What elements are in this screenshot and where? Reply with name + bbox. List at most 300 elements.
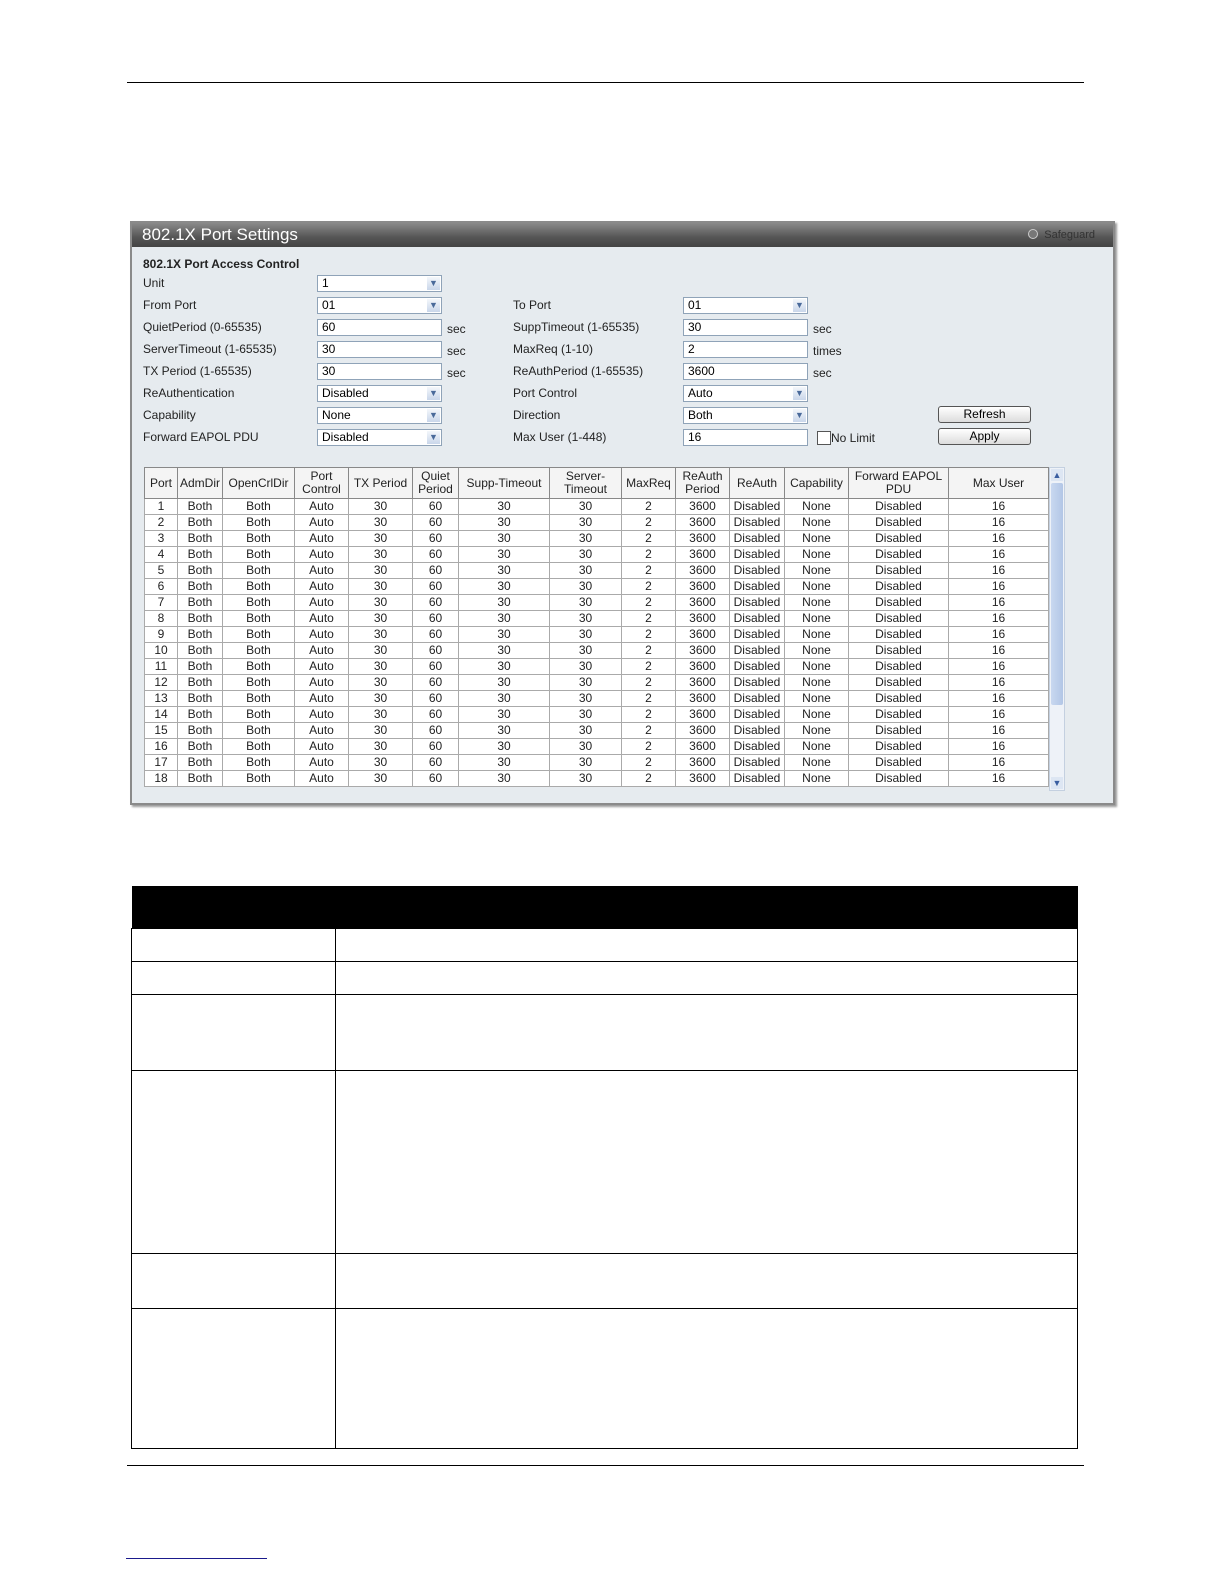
column-header: Capability: [785, 468, 849, 499]
table-cell: 30: [459, 627, 550, 643]
table-cell: 12: [145, 675, 178, 691]
reauthentication-select[interactable]: [317, 385, 442, 402]
table-cell: Auto: [295, 579, 349, 595]
table-row: [145, 547, 1049, 563]
table-cell: 2: [622, 659, 676, 675]
table-cell: Both: [223, 659, 295, 675]
table-cell: Disabled: [849, 499, 949, 515]
table-cell: Disabled: [849, 739, 949, 755]
table-cell: 60: [413, 499, 459, 515]
chevron-down-icon: ▼: [427, 299, 440, 312]
table-cell: Disabled: [849, 675, 949, 691]
table-cell: 2: [622, 499, 676, 515]
table-cell: 2: [622, 771, 676, 787]
table-cell: Disabled: [730, 659, 785, 675]
table-cell: Disabled: [730, 739, 785, 755]
supp-timeout-unit: sec: [813, 322, 832, 336]
table-cell: 30: [550, 675, 622, 691]
table-row: [145, 707, 1049, 723]
safeguard-label: Safeguard: [1044, 229, 1095, 241]
table-cell: Disabled: [849, 595, 949, 611]
table-row: [145, 755, 1049, 771]
apply-button[interactable]: Apply: [938, 428, 1031, 445]
table-cell: None: [785, 691, 849, 707]
table-header-row: [145, 468, 1049, 499]
column-header: Forward EAPOL PDU: [849, 468, 949, 499]
max-req-label: MaxReq (1-10): [513, 342, 594, 356]
table-cell: 60: [413, 579, 459, 595]
param-cell: [132, 1309, 336, 1449]
table-row: [145, 595, 1049, 611]
table-cell: Both: [178, 611, 223, 627]
table-cell: None: [785, 771, 849, 787]
table-cell: Disabled: [849, 643, 949, 659]
table-cell: 30: [349, 723, 413, 739]
server-timeout-input[interactable]: 30: [317, 341, 442, 358]
table-cell: 3600: [676, 563, 730, 579]
table-cell: 16: [949, 707, 1049, 723]
description-cell: [336, 1254, 1078, 1309]
table-cell: 60: [413, 771, 459, 787]
from-port-label: From Port: [143, 298, 197, 312]
description-cell: [336, 962, 1078, 995]
to-port-label: To Port: [513, 298, 552, 312]
forward-eapol-select[interactable]: [317, 429, 442, 446]
table-cell: Disabled: [730, 499, 785, 515]
table-cell: 30: [349, 755, 413, 771]
refresh-button[interactable]: Refresh: [938, 406, 1031, 423]
description-header-cell: [336, 886, 1078, 929]
table-cell: 5: [145, 563, 178, 579]
table-cell: Auto: [295, 515, 349, 531]
table-cell: 30: [550, 515, 622, 531]
quiet-period-input[interactable]: 60: [317, 319, 442, 336]
table-cell: Both: [178, 563, 223, 579]
table-row: [132, 1254, 1078, 1309]
table-cell: None: [785, 627, 849, 643]
table-cell: Disabled: [730, 643, 785, 659]
from-port-select[interactable]: [317, 297, 442, 314]
table-cell: 16: [949, 771, 1049, 787]
param-cell: [132, 995, 336, 1071]
table-cell: Disabled: [849, 755, 949, 771]
server-timeout-unit: sec: [447, 344, 466, 358]
table-cell: 30: [550, 547, 622, 563]
table-cell: Both: [223, 675, 295, 691]
table-cell: Disabled: [730, 675, 785, 691]
table-cell: 9: [145, 627, 178, 643]
table-cell: 30: [459, 691, 550, 707]
table-row: [145, 531, 1049, 547]
forward-eapol-label: Forward EAPOL PDU: [143, 430, 259, 444]
table-cell: 11: [145, 659, 178, 675]
table-cell: 2: [622, 675, 676, 691]
header-rule: [127, 82, 1084, 83]
chevron-down-icon: ▼: [427, 409, 440, 422]
description-header-row: [132, 886, 1078, 929]
to-port-value: 01: [688, 298, 702, 312]
table-cell: 2: [622, 579, 676, 595]
table-cell: None: [785, 611, 849, 627]
table-cell: 30: [459, 659, 550, 675]
table-cell: None: [785, 579, 849, 595]
table-cell: 60: [413, 675, 459, 691]
param-cell: [132, 1071, 336, 1254]
table-cell: 30: [349, 739, 413, 755]
column-header: AdmDir: [178, 468, 223, 499]
table-row: [145, 675, 1049, 691]
safeguard-icon: [1028, 229, 1038, 239]
table-cell: 30: [349, 531, 413, 547]
table-cell: Both: [178, 707, 223, 723]
table-cell: 3600: [676, 499, 730, 515]
table-cell: 30: [550, 531, 622, 547]
table-cell: 60: [413, 707, 459, 723]
capability-select[interactable]: [317, 407, 442, 424]
table-cell: 3600: [676, 675, 730, 691]
table-row: [132, 995, 1078, 1071]
table-cell: None: [785, 723, 849, 739]
table-cell: Both: [223, 611, 295, 627]
table-cell: Disabled: [730, 563, 785, 579]
table-cell: 30: [349, 771, 413, 787]
table-cell: Auto: [295, 611, 349, 627]
table-cell: Auto: [295, 563, 349, 579]
table-row: [145, 659, 1049, 675]
table-row: [132, 962, 1078, 995]
table-cell: None: [785, 659, 849, 675]
table-cell: 3600: [676, 611, 730, 627]
unit-select[interactable]: [317, 275, 442, 292]
table-cell: 30: [459, 739, 550, 755]
table-cell: Both: [178, 595, 223, 611]
no-limit-checkbox[interactable]: [817, 431, 831, 445]
table-cell: None: [785, 515, 849, 531]
table-cell: Both: [178, 771, 223, 787]
table-cell: Disabled: [730, 611, 785, 627]
column-header: ReAuth: [730, 468, 785, 499]
table-cell: Both: [178, 659, 223, 675]
table-row: [145, 579, 1049, 595]
column-header: Supp-Timeout: [459, 468, 550, 499]
column-header: ReAuth Period: [676, 468, 730, 499]
direction-select[interactable]: [683, 407, 808, 424]
table-cell: 3600: [676, 723, 730, 739]
table-cell: Both: [223, 515, 295, 531]
table-cell: 7: [145, 595, 178, 611]
table-cell: 2: [622, 739, 676, 755]
table-cell: 8: [145, 611, 178, 627]
table-cell: 60: [413, 643, 459, 659]
safeguard-indicator: [1028, 223, 1095, 247]
table-cell: Both: [223, 755, 295, 771]
table-cell: Auto: [295, 755, 349, 771]
table-cell: 16: [949, 563, 1049, 579]
table-scrollbar[interactable]: [1049, 467, 1065, 791]
table-cell: 3600: [676, 643, 730, 659]
table-cell: 3600: [676, 595, 730, 611]
table-cell: None: [785, 755, 849, 771]
table-cell: Auto: [295, 531, 349, 547]
table-cell: 2: [622, 627, 676, 643]
table-cell: 2: [622, 515, 676, 531]
table-cell: 16: [949, 531, 1049, 547]
reauthentication-value: Disabled: [322, 386, 369, 400]
table-cell: Disabled: [730, 691, 785, 707]
table-row: [132, 929, 1078, 962]
table-cell: Both: [223, 643, 295, 659]
port-control-select[interactable]: [683, 385, 808, 402]
table-cell: Auto: [295, 771, 349, 787]
table-cell: Disabled: [730, 627, 785, 643]
table-cell: 16: [949, 515, 1049, 531]
tx-period-label: TX Period (1-65535): [143, 364, 252, 378]
table-cell: 30: [349, 595, 413, 611]
table-cell: 2: [622, 643, 676, 659]
table-cell: Disabled: [849, 515, 949, 531]
table-cell: 3600: [676, 691, 730, 707]
table-cell: 16: [949, 611, 1049, 627]
footer-rule: [127, 1465, 1084, 1466]
direction-label: Direction: [513, 408, 561, 422]
table-cell: 30: [550, 755, 622, 771]
table-cell: 2: [622, 691, 676, 707]
unit-label: Unit: [143, 276, 165, 290]
table-cell: Auto: [295, 499, 349, 515]
reauth-period-input[interactable]: 3600: [683, 363, 808, 380]
table-cell: Disabled: [849, 707, 949, 723]
table-cell: Auto: [295, 675, 349, 691]
table-cell: 2: [622, 595, 676, 611]
table-cell: Disabled: [730, 771, 785, 787]
table-cell: Both: [178, 643, 223, 659]
capability-label: Capability: [143, 408, 196, 422]
description-cell: [336, 1071, 1078, 1254]
table-cell: Both: [178, 579, 223, 595]
table-cell: 30: [459, 643, 550, 659]
table-cell: Disabled: [849, 771, 949, 787]
footnote-link-underline[interactable]: [126, 1558, 267, 1559]
table-cell: Both: [223, 595, 295, 611]
table-cell: Disabled: [730, 579, 785, 595]
table-cell: 15: [145, 723, 178, 739]
column-header: Max User: [949, 468, 1049, 499]
table-cell: None: [785, 531, 849, 547]
table-cell: 30: [550, 739, 622, 755]
table-cell: 16: [949, 595, 1049, 611]
table-cell: None: [785, 739, 849, 755]
param-cell: [132, 929, 336, 962]
column-header: MaxReq: [622, 468, 676, 499]
max-req-input[interactable]: 2: [683, 341, 808, 358]
table-cell: Auto: [295, 739, 349, 755]
table-row: [145, 627, 1049, 643]
table-cell: 30: [459, 515, 550, 531]
table-cell: 3600: [676, 707, 730, 723]
unit-value: 1: [322, 276, 329, 290]
table-cell: Both: [178, 723, 223, 739]
table-cell: 30: [349, 611, 413, 627]
table-cell: Auto: [295, 723, 349, 739]
table-cell: 16: [949, 499, 1049, 515]
table-cell: 1: [145, 499, 178, 515]
table-cell: Both: [178, 675, 223, 691]
table-cell: Both: [178, 691, 223, 707]
table-cell: 16: [949, 675, 1049, 691]
max-user-input[interactable]: 16: [683, 429, 808, 446]
table-cell: Disabled: [849, 531, 949, 547]
table-cell: 60: [413, 755, 459, 771]
to-port-select[interactable]: [683, 297, 808, 314]
tx-period-unit: sec: [447, 366, 466, 380]
table-row: [145, 643, 1049, 659]
description-cell: [336, 1309, 1078, 1449]
supp-timeout-label: SuppTimeout (1-65535): [513, 320, 640, 334]
quiet-period-unit: sec: [447, 322, 466, 336]
window-titlebar: [132, 223, 1113, 247]
table-cell: 16: [145, 739, 178, 755]
table-row: [145, 723, 1049, 739]
table-cell: 60: [413, 595, 459, 611]
table-cell: 30: [550, 579, 622, 595]
table-cell: 16: [949, 547, 1049, 563]
from-port-value: 01: [322, 298, 336, 312]
table-row: [145, 771, 1049, 787]
table-cell: 30: [349, 691, 413, 707]
table-cell: 30: [349, 627, 413, 643]
table-cell: 30: [459, 531, 550, 547]
section-title: 802.1X Port Access Control: [143, 257, 300, 271]
table-row: [145, 515, 1049, 531]
table-cell: 30: [459, 675, 550, 691]
direction-value: Both: [688, 408, 713, 422]
table-cell: 30: [550, 723, 622, 739]
table-cell: 2: [622, 755, 676, 771]
table-cell: Disabled: [730, 723, 785, 739]
table-cell: 17: [145, 755, 178, 771]
table-cell: 30: [459, 563, 550, 579]
port-control-value: Auto: [688, 386, 713, 400]
max-req-unit: times: [813, 344, 842, 358]
table-cell: 3: [145, 531, 178, 547]
scroll-down-icon[interactable]: ▼: [1052, 778, 1062, 788]
table-cell: 30: [349, 579, 413, 595]
table-cell: Auto: [295, 707, 349, 723]
table-cell: Both: [178, 755, 223, 771]
description-cell: [336, 995, 1078, 1071]
table-cell: 30: [550, 611, 622, 627]
table-cell: 2: [622, 723, 676, 739]
table-cell: 30: [349, 659, 413, 675]
table-cell: 30: [550, 771, 622, 787]
reauthentication-label: ReAuthentication: [143, 386, 235, 400]
table-cell: 30: [550, 707, 622, 723]
table-cell: Auto: [295, 691, 349, 707]
table-cell: Both: [223, 771, 295, 787]
table-cell: 60: [413, 739, 459, 755]
table-cell: Both: [178, 739, 223, 755]
chevron-down-icon: ▼: [427, 431, 440, 444]
table-cell: 2: [622, 707, 676, 723]
table-cell: 3600: [676, 547, 730, 563]
table-cell: Disabled: [849, 723, 949, 739]
table-cell: Both: [178, 515, 223, 531]
table-cell: 16: [949, 691, 1049, 707]
table-cell: Disabled: [849, 659, 949, 675]
table-cell: 30: [349, 515, 413, 531]
table-cell: 30: [459, 771, 550, 787]
table-cell: 30: [459, 499, 550, 515]
table-cell: 3600: [676, 531, 730, 547]
table-cell: None: [785, 595, 849, 611]
table-cell: 30: [349, 675, 413, 691]
scroll-thumb[interactable]: [1051, 483, 1063, 705]
table-cell: 30: [550, 595, 622, 611]
table-cell: 30: [459, 595, 550, 611]
table-cell: Disabled: [730, 595, 785, 611]
table-cell: 60: [413, 611, 459, 627]
table-cell: 30: [459, 579, 550, 595]
table-cell: Auto: [295, 627, 349, 643]
table-cell: Disabled: [849, 691, 949, 707]
param-cell: [132, 1254, 336, 1309]
table-cell: 3600: [676, 771, 730, 787]
table-row: [145, 611, 1049, 627]
table-cell: 16: [949, 739, 1049, 755]
table-cell: 60: [413, 723, 459, 739]
supp-timeout-input[interactable]: 30: [683, 319, 808, 336]
table-cell: Both: [178, 547, 223, 563]
table-cell: Auto: [295, 643, 349, 659]
table-cell: 16: [949, 579, 1049, 595]
table-cell: Disabled: [730, 531, 785, 547]
table-cell: Both: [223, 531, 295, 547]
quiet-period-label: QuietPeriod (0-65535): [143, 320, 262, 334]
table-cell: Disabled: [849, 547, 949, 563]
scroll-up-icon[interactable]: ▲: [1052, 470, 1062, 480]
table-cell: 13: [145, 691, 178, 707]
reauth-period-unit: sec: [813, 366, 832, 380]
column-header: OpenCrlDir: [223, 468, 295, 499]
table-cell: 6: [145, 579, 178, 595]
chevron-down-icon: ▼: [793, 387, 806, 400]
max-user-label: Max User (1-448): [513, 430, 607, 444]
table-cell: Auto: [295, 547, 349, 563]
table-cell: Both: [223, 723, 295, 739]
table-cell: Both: [223, 627, 295, 643]
param-cell: [132, 962, 336, 995]
table-cell: 16: [949, 755, 1049, 771]
table-cell: 2: [622, 611, 676, 627]
column-header: Server-Timeout: [550, 468, 622, 499]
table-cell: 16: [949, 627, 1049, 643]
tx-period-input[interactable]: 30: [317, 363, 442, 380]
table-cell: 30: [349, 643, 413, 659]
chevron-down-icon: ▼: [793, 409, 806, 422]
table-cell: 3600: [676, 755, 730, 771]
table-cell: Both: [223, 563, 295, 579]
table-cell: 30: [459, 755, 550, 771]
table-cell: 2: [622, 531, 676, 547]
table-row: [132, 1071, 1078, 1254]
table-cell: Both: [223, 707, 295, 723]
capability-value: None: [322, 408, 351, 422]
chevron-down-icon: ▼: [427, 387, 440, 400]
table-cell: 3600: [676, 739, 730, 755]
table-cell: 18: [145, 771, 178, 787]
chevron-down-icon: ▼: [793, 299, 806, 312]
table-cell: 30: [550, 563, 622, 579]
